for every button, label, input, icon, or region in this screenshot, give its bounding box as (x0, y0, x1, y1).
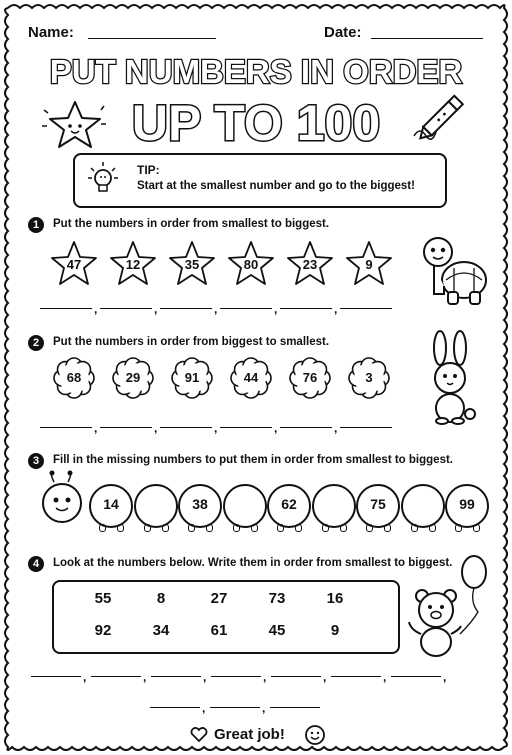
flower-number: 29 (125, 370, 141, 385)
star-mascot-icon (40, 96, 110, 152)
title-line-1: PUT NUMBERS IN ORDER (49, 53, 463, 90)
box-number: 92 (94, 622, 112, 639)
lightbulb-icon (86, 158, 120, 198)
tip-text: Start at the smallest number and go to the biggest! (137, 180, 415, 192)
date-label: Date: (324, 24, 362, 41)
caterpillar-leg (277, 524, 284, 532)
caterpillar-leg (162, 524, 169, 532)
comma: , (203, 670, 207, 684)
answer-line[interactable] (391, 676, 441, 677)
flower-number: 3 (365, 370, 373, 385)
comma: , (334, 421, 338, 435)
answer-line[interactable] (270, 707, 320, 708)
flower-number: 68 (66, 370, 82, 385)
caterpillar-segment[interactable] (401, 484, 445, 528)
caterpillar-segment[interactable] (223, 484, 267, 528)
turtle-icon (418, 232, 490, 308)
answer-line[interactable] (280, 427, 332, 428)
caterpillar-leg (322, 524, 329, 532)
pencil-icon (408, 92, 478, 142)
section-3-instruction: Fill in the missing numbers to put them in order from smallest to biggest. (53, 454, 453, 466)
segment-number: 62 (281, 496, 297, 512)
answer-line[interactable] (160, 427, 212, 428)
star-number: 80 (243, 257, 259, 272)
caterpillar-leg (455, 524, 462, 532)
answer-line[interactable] (271, 676, 321, 677)
comma: , (383, 670, 387, 684)
section-4-instruction: Look at the numbers below. Write them in order from smallest to biggest. (53, 557, 453, 569)
comma: , (262, 701, 266, 715)
comma: , (214, 302, 218, 316)
segment-number: 14 (103, 496, 119, 512)
star-number: 47 (66, 257, 82, 272)
section-2-number: 2 (28, 335, 44, 351)
answer-line[interactable] (100, 427, 152, 428)
comma: , (83, 670, 87, 684)
box-number: 9 (330, 622, 340, 639)
caterpillar-leg (206, 524, 213, 532)
answer-line[interactable] (91, 676, 141, 677)
box-number: 61 (210, 622, 228, 639)
tip-label: TIP: (137, 163, 160, 177)
name-field[interactable] (88, 38, 216, 39)
name-label: Name: (28, 24, 74, 41)
caterpillar-leg (384, 524, 391, 532)
box-number: 34 (152, 622, 170, 639)
comma: , (443, 670, 447, 684)
bear-icon (404, 552, 494, 662)
section-3-number: 3 (28, 453, 44, 469)
answer-line[interactable] (160, 308, 212, 309)
answer-line[interactable] (340, 427, 392, 428)
caterpillar-leg (188, 524, 195, 532)
answer-line[interactable] (150, 707, 200, 708)
caterpillar-segment[interactable] (312, 484, 356, 528)
comma: , (274, 302, 278, 316)
box-number: 8 (156, 590, 166, 607)
answer-line[interactable] (220, 427, 272, 428)
comma: , (214, 421, 218, 435)
date-field[interactable] (371, 38, 483, 39)
comma: , (263, 670, 267, 684)
comma: , (143, 670, 147, 684)
bunny-icon (420, 330, 488, 426)
caterpillar-leg (429, 524, 436, 532)
section-1-number: 1 (28, 217, 44, 233)
answer-line[interactable] (340, 308, 392, 309)
comma: , (323, 670, 327, 684)
answer-line[interactable] (220, 308, 272, 309)
box-number: 55 (94, 590, 112, 607)
comma: , (202, 701, 206, 715)
segment-number: 75 (370, 496, 386, 512)
section-4-number: 4 (28, 556, 44, 572)
section-1-instruction: Put the numbers in order from smallest to biggest. (53, 218, 330, 230)
answer-line[interactable] (331, 676, 381, 677)
footer-text: Great job! (214, 726, 285, 743)
comma: , (154, 302, 158, 316)
flower-number: 76 (302, 370, 318, 385)
flower-number: 44 (243, 370, 259, 385)
answer-line[interactable] (210, 707, 260, 708)
box-number: 27 (210, 590, 228, 607)
comma: , (94, 302, 98, 316)
caterpillar-leg (251, 524, 258, 532)
answer-line[interactable] (151, 676, 201, 677)
smiley-icon (304, 724, 326, 746)
comma: , (94, 421, 98, 435)
caterpillar-segment[interactable] (134, 484, 178, 528)
star-number: 12 (125, 257, 141, 272)
caterpillar-leg (295, 524, 302, 532)
box-number: 45 (268, 622, 286, 639)
caterpillar-leg (144, 524, 151, 532)
comma: , (154, 421, 158, 435)
comma: , (274, 421, 278, 435)
section-2-instruction: Put the numbers in order from biggest to smallest. (53, 336, 330, 348)
caterpillar-leg (411, 524, 418, 532)
answer-line[interactable] (211, 676, 261, 677)
balloon-icon (462, 556, 486, 588)
heart-icon (190, 727, 208, 743)
caterpillar-icon (42, 470, 82, 530)
answer-line[interactable] (40, 308, 92, 309)
segment-number: 99 (459, 496, 475, 512)
box-number: 73 (268, 590, 286, 607)
star-number: 23 (302, 257, 318, 272)
caterpillar-leg (233, 524, 240, 532)
segment-number: 38 (192, 496, 208, 512)
box-number: 16 (326, 590, 344, 607)
caterpillar-leg (340, 524, 347, 532)
star-number: 9 (365, 257, 373, 272)
star-number: 35 (184, 257, 200, 272)
caterpillar-leg (117, 524, 124, 532)
answer-line[interactable] (40, 427, 92, 428)
answer-line[interactable] (31, 676, 81, 677)
answer-line[interactable] (280, 308, 332, 309)
caterpillar-leg (366, 524, 373, 532)
caterpillar-leg (473, 524, 480, 532)
flower-number: 91 (184, 370, 200, 385)
caterpillar-leg (99, 524, 106, 532)
title-line-2: UP TO 100 (131, 95, 381, 148)
answer-line[interactable] (100, 308, 152, 309)
comma: , (334, 302, 338, 316)
